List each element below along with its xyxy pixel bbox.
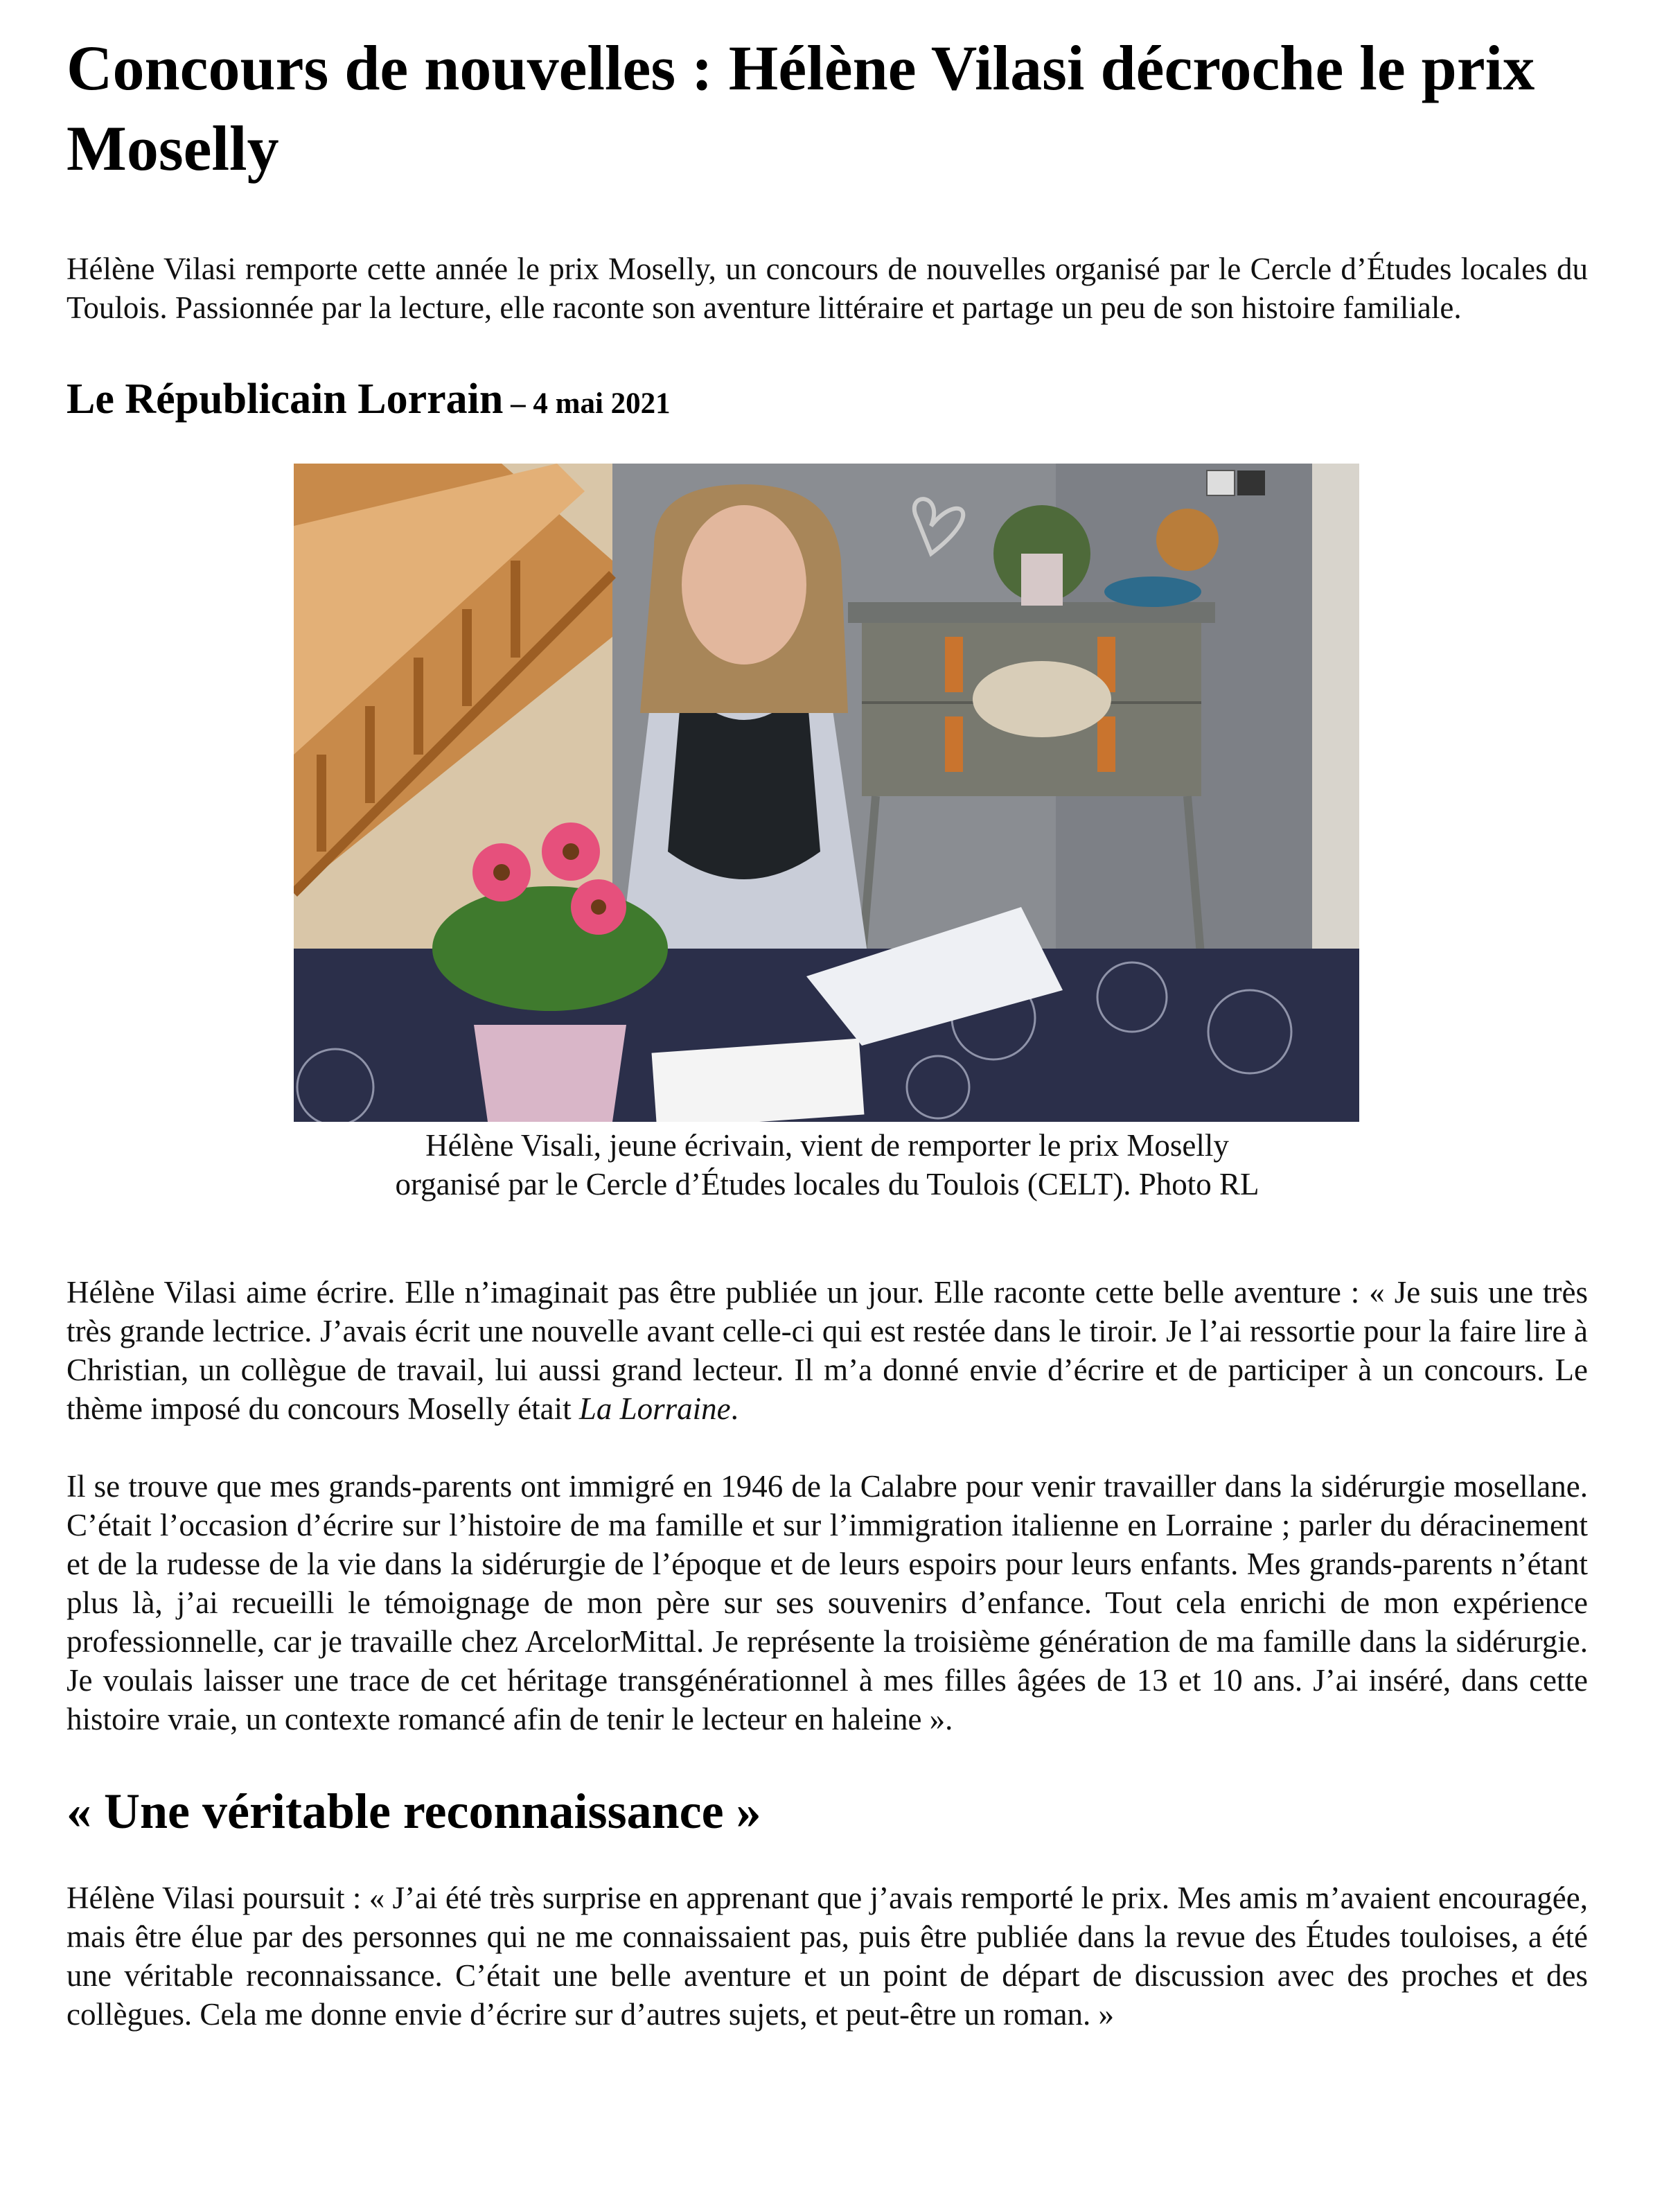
paragraph-2: Il se trouve que mes grands-parents ont immigré en 1946 de la Calabre pour venir travailler dans la sidérurgie mosellane. C’était l’occasion d’écrire sur l’histoire de ma famille et sur l’immigration italienne en Lorraine ; parler du déracinement et de la rudesse de la vie dans la sidérurgie de l’époque et de leurs espoirs pour leurs enfants. Mes grands-parents n’étant plus là, j’ai recueilli le témoignage de mon père sur ses souvenirs d’enfance. Tout cela enrichi de mon expérience professionnelle, car je travaille chez ArcelorMittal. Je représente la troisième génération de ma famille dans la sidérurgie. Je voulais laisser une trace de cet héritage transgénérationnel à mes filles âgées de 13 et 10 ans. J’ai inséré, dans cette histoire vraie, un contexte romancé afin de tenir le lecteur en haleine ».: [67, 1469, 1588, 1736]
section-heading: « Une véritable reconnaissance »: [67, 1784, 761, 1839]
article-lede: Hélène Vilasi remporte cette année le prix Moselly, un concours de nouvelles organisé par le Cercle d’Études locales du Toulois. Passionnée par la lecture, elle raconte son aventure littéraire et partage un peu de son histoire familiale.: [67, 252, 1588, 325]
paragraph-1: [67, 1273, 1588, 1428]
photo-caption-line-1: Hélène Visali, jeune écrivain, vient de remporter le prix Moselly: [425, 1128, 1229, 1163]
source-name: Le Républicain Lorrain: [67, 376, 504, 423]
source-line: [67, 373, 1588, 430]
paragraph-1-text: Hélène Vilasi aime écrire. Elle n’imaginait pas être publiée un jour. Elle raconte cette belle aventure : « Je suis une très très grande lectrice. J’avais écrit une nouvelle avant celle-ci qui est restée dans le tiroir. Je l’ai ressortie pour la faire lire à Christian, un collègue de travail, lui aussi grand lecteur. Il m’a donné envie d’écrire et de participer à un concours. Le thème imposé du concours Moselly était: [67, 1275, 1588, 1426]
article-title: Concours de nouvelles : Hélène Vilasi décroche le prix Moselly: [67, 33, 1535, 184]
paragraph-1-italic: La Lorraine: [578, 1391, 731, 1426]
source-date: – 4 mai 2021: [503, 387, 671, 420]
paragraph-3: Hélène Vilasi poursuit : « J’ai été très surprise en apprenant que j’avais remporté le prix. Mes amis m’avaient encouragée, mais être élue par des personnes qui ne me connaissaient pas, puis être publiée dans la revue des Études touloises, a été une véritable reconnaissance. C’était une belle aventure et un point de départ de discussion avec des proches et des collègues. Cela me donne envie d’écrire sur d’autres sujets, et peut-être un roman. »: [67, 1881, 1588, 2032]
photo-caption-line-2: organisé par le Cercle d’Études locales du Toulois (CELT). Photo RL: [395, 1167, 1259, 1202]
article-page: [67, 28, 1588, 2034]
paragraph-1-end: .: [730, 1391, 739, 1426]
photo-caption: [67, 1126, 1588, 1204]
photo-illustration: [294, 464, 1359, 1122]
article-photo: [294, 464, 1359, 1122]
